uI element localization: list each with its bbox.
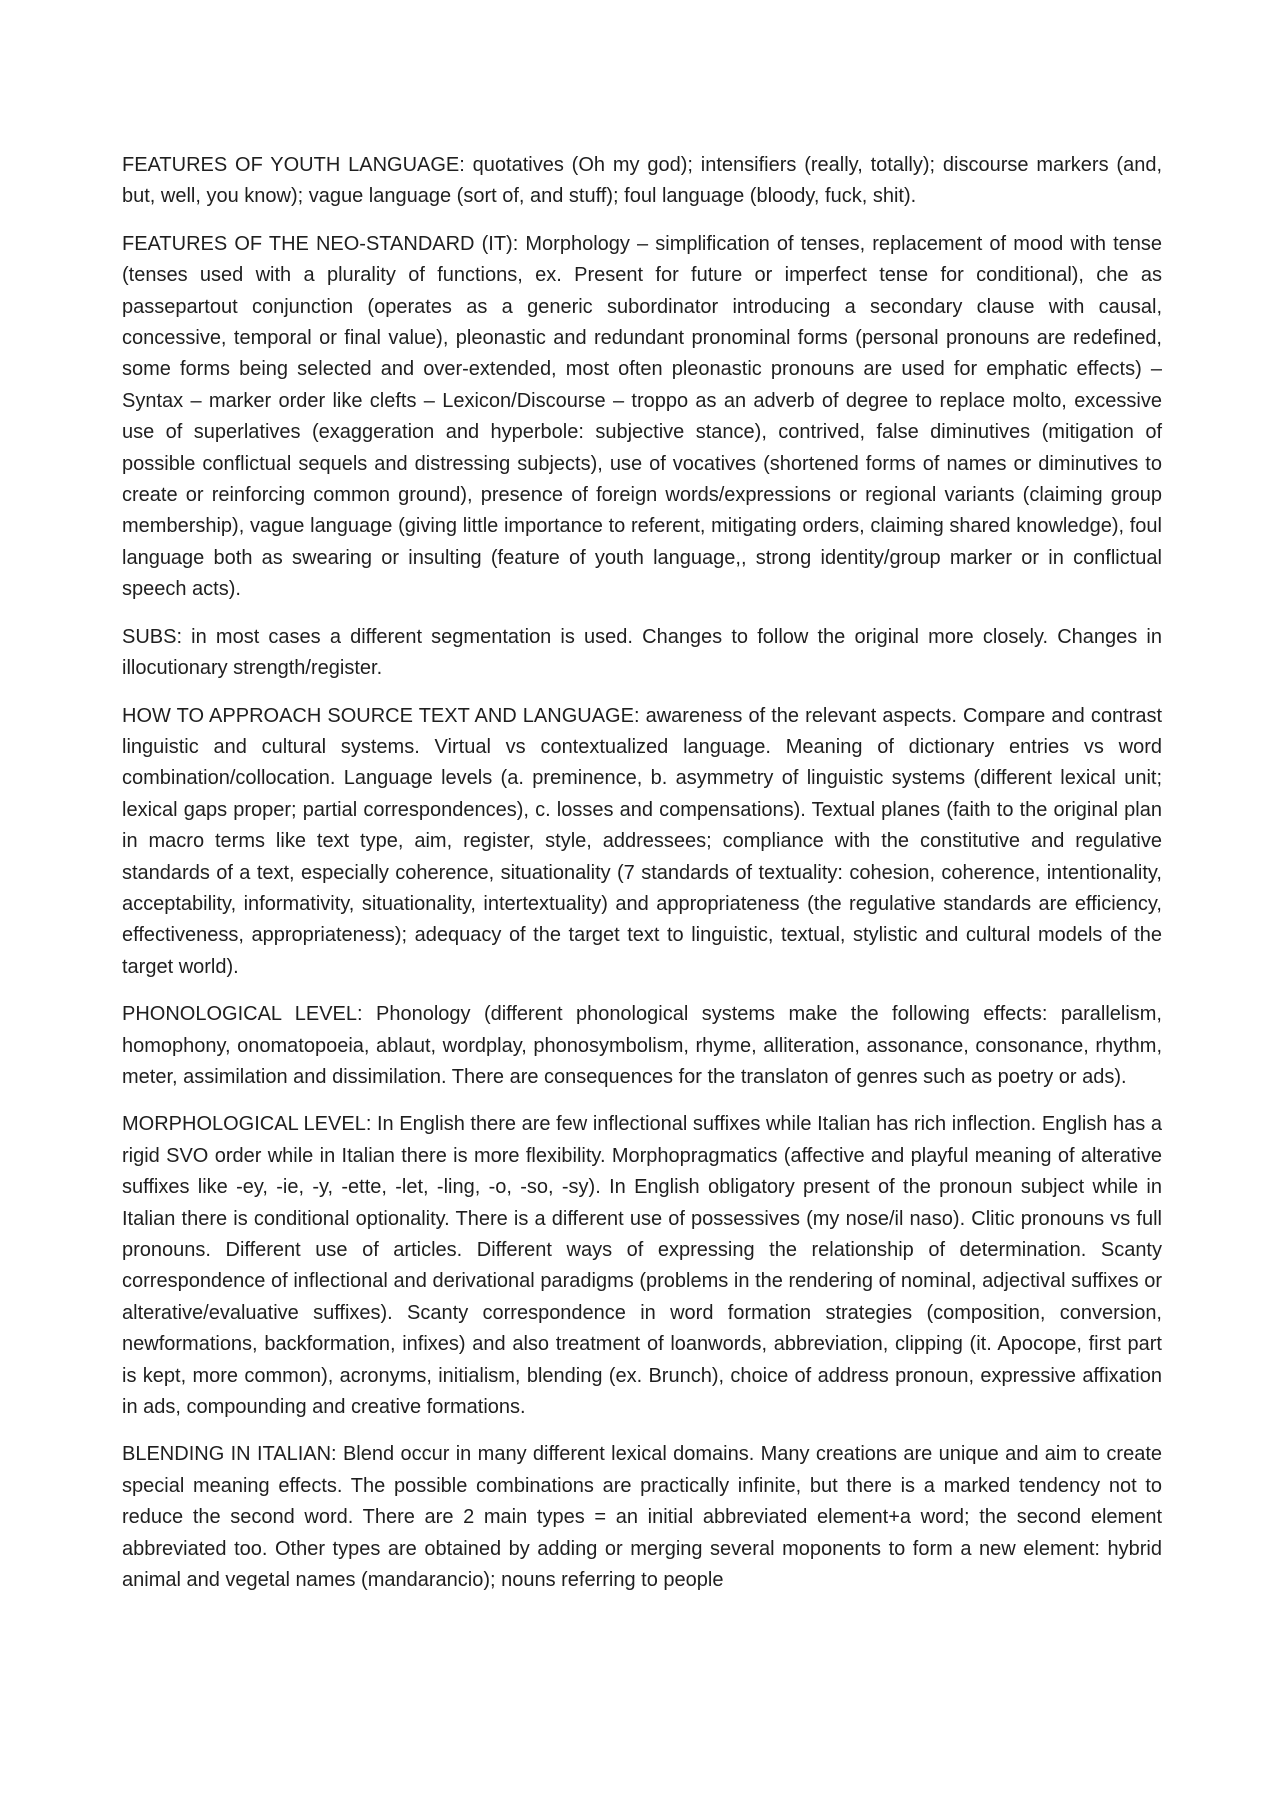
paragraph-source-text: HOW TO APPROACH SOURCE TEXT AND LANGUAGE: awareness of the relevant aspects. Compare and contrast linguistic and cultural systems. Virtual vs contextualized language. Meaning of dictionary entries vs word combination/collocation. Language levels (a. preminence, b. asymmetry of linguistic systems (different lexical unit; lexical gaps proper; partial correspondences), c. losses and compensations). Textual planes (faith to the original plan in macro terms like text type, aim, register, style, addressees; compliance with the constitutive and regulative standards of a text, especially coherence, situationality (7 standards of textuality: cohesion, coherence, intentionality, acceptability, informativity, situationality, intertextuality) and appropriateness (the regulative standards are efficiency, effectiveness, appropriateness); adequacy of the target text to linguistic, textual, stylistic and cultural models of the target world). [122, 704, 1162, 978]
paragraph-neo-standard: FEATURES OF THE NEO-STANDARD (IT): Morphology – simplification of tenses, replacement of mood with tense (tenses used with a plurality of functions, ex. Present for future or imperfect tense for conditional), che as passepartout conjunction (operates as a generic subordinator introducing a secondary clause with causal, concessive, temporal or final value), pleonastic and redundant pronominal forms (personal pronouns are redefined, some forms being selected and over-extended, most often pleonastic pronouns are used for emphatic effects) – Syntax – marker order like clefts – Lexicon/Discourse – troppo as an adverb of degree to replace molto, excessive use of superlatives (exaggeration and hyperbole: subjective stance), contrived, false diminutives (mitigation of possible conflictual sequels and distressing subjects), use of vocatives (shortened forms of names or diminutives to create or reinforcing common ground), presence of foreign words/expressions or regional variants (claiming group membership), vague language (giving little importance to referent, mitigating orders, claiming shared knowledge), foul language both as swearing or insulting (feature of youth language,, strong identity/group marker or in conflictual speech acts). [122, 232, 1162, 601]
paragraph-morphological-level: MORPHOLOGICAL LEVEL: In English there are few inflectional suffixes while Italian has rich inflection. English has a rigid SVO order while in Italian there is more flexibility. Morphopragmatics (affective and playful meaning of alterative suffixes like -ey, -ie, -y, -ette, -let, -ling, -o, -so, -sy). In English obligatory present of the pronoun subject while in Italian there is conditional optionality. There is a different use of possessives (my nose/il naso). Clitic pronouns vs full pronouns. Different use of articles. Different ways of expressing the relationship of determination. Scanty correspondence of inflectional and derivational paradigms (problems in the rendering of nominal, adjectival suffixes or alterative/evaluative suffixes). Scanty correspondence in word formation strategies (composition, conversion, newformations, backformation, infixes) and also treatment of loanwords, abbreviation, clipping (it. Apocope, first part is kept, more common), acronyms, initialism, blending (ex. Brunch), choice of address pronoun, expressive affixation in ads, compounding and creative formations. [122, 1113, 1162, 1419]
paragraph-phonological-level: PHONOLOGICAL LEVEL: Phonology (different phonological systems make the following effects: parallelism, homophony, onomatopoeia, ablaut, wordplay, phonosymbolism, rhyme, alliteration, assonance, consonance, rhythm, meter, assimilation and dissimilation. There are consequences for the translaton of genres such as poetry or ads). [122, 1003, 1162, 1088]
paragraph-blending-italian: BLENDING IN ITALIAN: Blend occur in many different lexical domains. Many creations are unique and aim to create special meaning effects. The possible combinations are practically infinite, but there is a marked tendency not to reduce the second word. There are 2 main types = an initial abbreviated element+a word; the second element abbreviated too. Other types are obtained by adding or merging several moponents to form a new element: hybrid animal and vegetal names (mandarancio); nouns referring to people [122, 1443, 1162, 1592]
document-page [122, 150, 1162, 1612]
paragraph-youth-language: FEATURES OF YOUTH LANGUAGE: quotatives (Oh my god); intensifiers (really, totally); discourse markers (and, but, well, you know); vague language (sort of, and stuff); foul language (bloody, fuck, shit). [122, 154, 1162, 208]
paragraph-subs: SUBS: in most cases a different segmentation is used. Changes to follow the original more closely. Changes in illocutionary strength/register. [122, 625, 1162, 680]
